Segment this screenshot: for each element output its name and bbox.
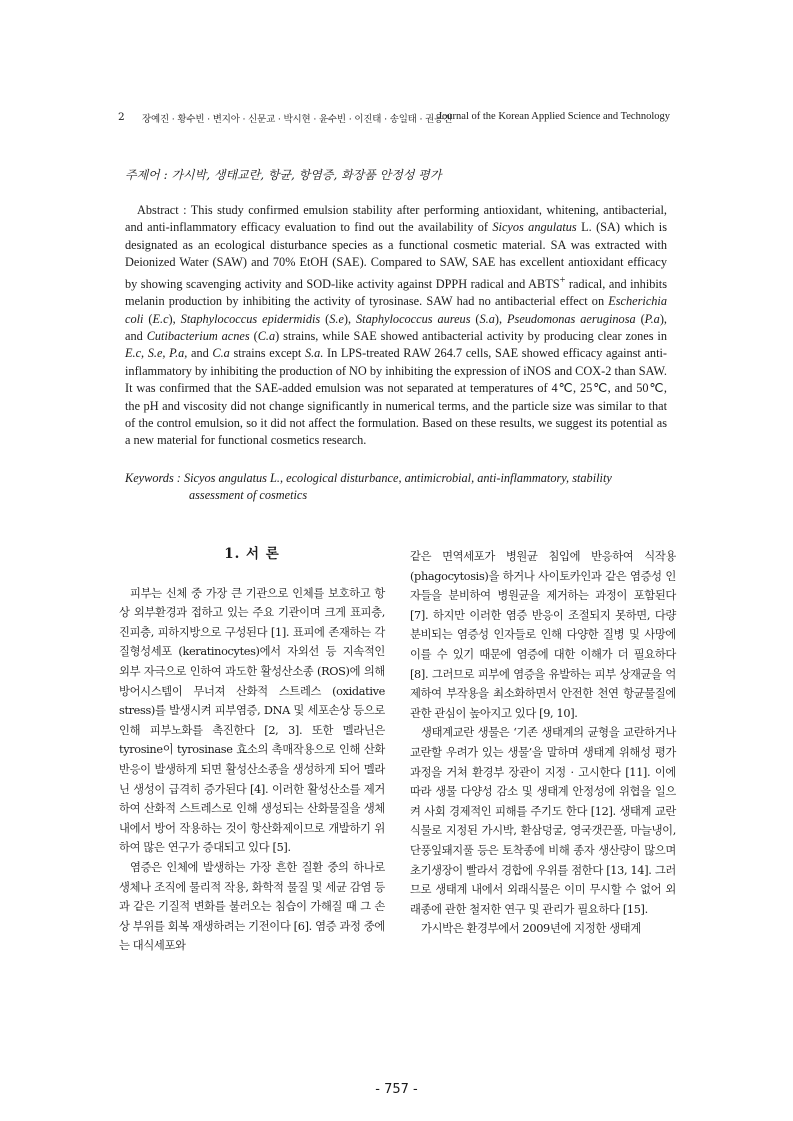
right-column: [410, 547, 676, 939]
section-title: 1. 서 론: [224, 546, 280, 562]
footer-page-number: - 757 -: [375, 1082, 418, 1097]
abstract: Abstract : This study confirmed emulsion stability after performing antioxidant, whitening, antibacterial, and anti-inflammatory efficacy evaluation to find out the availability of Sicyos angulatus L. (SA) which is designated as an ecological disturbance species as a functional cosmetic material. SA was extracted with Deionized Water (SAW) and 70% EtOH (SAE). Compared to SAW, SAE has excellent antioxidant efficacy by showing scavenging activity and SOD-like activity against DPPH radical and ABTS+ radical, and inhibits melanin production by inhibiting the activity of tyrosinase. SAW had no antibacterial effect on Escherichia coli (E.c), Staphylococcus epidermidis (S.e), Staphylococcus aureus (S.a), Pseudomonas aeruginosa (P.a), and Cutibacterium acnes (C.a) strains, while SAE showed antibacterial activity by producing clear zones in E.c, S.e, P.a, and C.a strains except S.a. In LPS-treated RAW 264.7 cells, SAE showed efficacy against anti-inflammatory by inhibiting the production of NO by inhibiting the expression of iNOS and COX-2 than SAW. It was confirmed that the SAE-added emulsion was not separated at temperatures of 4℃, 25℃, and 50℃, the pH and viscosity did not change significantly in numerical terms, and the particle size was similar to that of the control emulsion, so it did not affect the formulation. Based on these results, we suggest its potential as a new material for functional cosmetics research.: [125, 203, 668, 448]
header-authors: 장예진 · 황수빈 · 변지아 · 신문교 · 박시현 · 윤수빈 · 이진태 · 송일태 · 권용진: [142, 114, 453, 125]
korean-keywords: 주제어 : 가시박, 생태교란, 항균, 항염증, 화장품 안정성 평가: [125, 168, 442, 182]
paragraph: 피부는 신체 중 가장 큰 기관으로 인체를 보호하고 항상 외부환경과 접하고 있는 주요 기관이며 크게 표피층, 진피층, 피하지방으로 구성된다 [1]. 표피에 존재하는 각질형성세포 (keratinocytes)에서 자외선 등 지속적인 외부 자극으로 인하여 과도한 활성산소종 (ROS)에 의해 방어시스템이 무너져 산화적 스트레스 (oxidative stress)를 발생시켜 피부염증, DNA 및 세포손상 등으로 인해 피부노화를 촉진한다 [2, 3]. 또한 멜라닌은 tyrosine이 tyrosinase 효소의 촉매작용으로 인해 산화반응이 발생하게 되면 활성산소종을 생성하게 되어 멜라닌 생성이 급격히 증가된다 [4]. 이러한 활성산소를 제거하여 산화적 스트레스로 인해 생성되는 산화물질을 생체 내에서 방어 작용하는 것이 항산화제이므로 개발하기 위하여 많은 연구가 증대되고 있다 [5].: [119, 586, 385, 855]
running-header: [118, 111, 670, 127]
english-keywords: [125, 470, 667, 505]
header-page-number: 2: [118, 111, 125, 123]
paragraph: 같은 면역세포가 병원균 침입에 반응하여 식작용 (phagocytosis)을 하거나 사이토카인과 같은 염증성 인자들을 분비하여 병원균을 제거하는 과정이 포함된다 [7]. 하지만 이러한 염증 반응이 조절되지 못하면, 다량 분비되는 염증성 인자들로 인해 다양한 질병 및 사망에 이를 수 있기 때문에 염증에 대한 이해가 더 필요하다 [8]. 그러므로 피부에 염증을 유발하는 피부 상재균을 억제하여 부작용을 최소화하면서 안전한 천연 항균물질에 관한 관심이 높아지고 있다 [9, 10].: [410, 550, 676, 720]
paragraph: 가시박은 환경부에서 2009년에 지정한 생태계: [421, 922, 641, 936]
paragraph: 염증은 인체에 발생하는 가장 흔한 질환 중의 하나로 생체나 조직에 물리적 작용, 화학적 물질 및 세균 감염 등과 같은 기질적 변화를 불러오는 침습이 가해질 때 그 손상 부위를 회복 재생하려는 기전이다 [6]. 염증 과정 중에는 대식세포와: [119, 860, 385, 953]
paragraph: 생태계교란 생물은 ‘기존 생태계의 균형을 교란하거나 교란할 우려가 있는 생물’을 말하며 생태계 위해성 평가 과정을 거쳐 환경부 장관이 지정 · 고시한다 [11]. 이에 따라 생물 다양성 감소 및 생태계 안정성에 위협을 일으켜 사회 경제적인 피해를 주기도 한다 [12]. 생태계 교란 식물로 지정된 가시박, 환삼덩굴, 영국갯끈풀, 마늘냉이, 단풍잎돼지풀 등은 토착종에 비해 종자 생산량이 많으며 초기생장이 빨라서 경합에 우위를 점한다 [13, 14]. 그러므로 생태계 내에서 외래식물은 이미 무시할 수 없어 외래종에 관한 철저한 연구 및 관리가 필요하다 [15].: [410, 726, 676, 916]
keywords-line-2: assessment of cosmetics: [189, 488, 308, 503]
header-journal-title: Journal of the Korean Applied Science and Technology: [437, 111, 670, 122]
left-column: [119, 545, 385, 956]
abstract-label: Abstract: [137, 203, 179, 217]
keywords-line-1: Keywords : Sicyos angulatus L., ecological disturbance, antimicrobial, anti-inflammatory, stability: [125, 471, 612, 485]
